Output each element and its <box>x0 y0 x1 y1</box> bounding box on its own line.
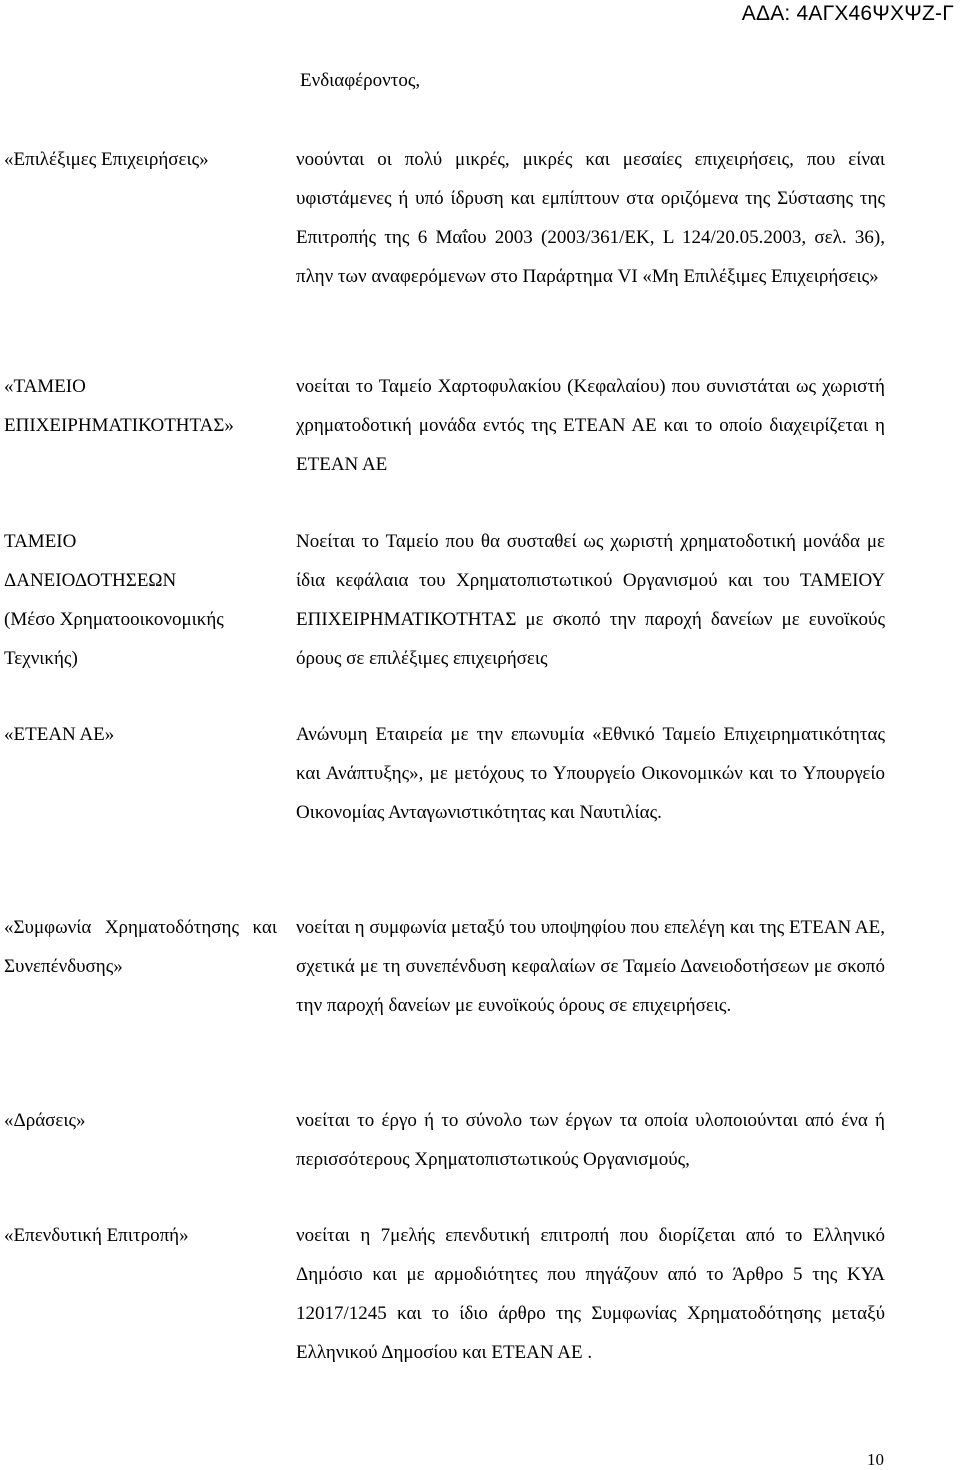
page-number: 10 <box>867 1450 884 1469</box>
definition-term: «ΕΤΕΑΝ ΑΕ» <box>4 724 115 745</box>
definition-text: νοείται το Ταμείο Χαρτοφυλακίου (Κεφαλαίου) που συνιστάται ως χωριστή χρηματοδοτική μονάδα εντός της ΕΤΕΑΝ ΑΕ και το οποίο διαχειρίζεται η ΕΤΕΑΝ ΑΕ <box>296 376 885 475</box>
definition-text: Νοείται το Ταμείο που θα συσταθεί ως χωριστή χρηματοδοτική μονάδα με ίδια κεφάλαια του Χρηματοπιστωτικού Οργανισμού και του ΤΑΜΕΙΟΥ ΕΠΙΧΕΙΡΗΜΑΤΙΚΟΤΗΤΑΣ με σκοπό την παροχή δανείων με ευνοϊκούς όρους σε επιλέξιμες επιχειρήσεις <box>296 531 885 669</box>
definition-term: «Δράσεις» <box>4 1110 86 1131</box>
definition-term: «Συμφωνία Χρηματοδότησης και Συνεπένδυσης» <box>4 917 277 977</box>
definition-term: «Επενδυτική Επιτροπή» <box>4 1225 189 1246</box>
definition-text: νοούνται οι πολύ μικρές, μικρές και μεσαίες επιχειρήσεις, που είναι υφιστάμενες ή υπό ίδρυση και εμπίπτουν στα οριζόμενα της Σύστασης της Επιτροπής της 6 Μαΐου 2003 (2003/361/ΕΚ, L 124/20.05.2003, σελ. 36), πλην των αναφερόμενων στο Παράρτημα VI «Μη Επιλέξιμες Επιχειρήσεις» <box>296 149 885 287</box>
definition-term: «ΤΑΜΕΙΟ ΕΠΙΧΕΙΡΗΜΑΤΙΚΟΤΗΤΑΣ» <box>4 376 234 436</box>
definition-term: ΤΑΜΕΙΟ ΔΑΝΕΙΟΔΟΤΗΣΕΩΝ (Μέσο Χρηματοοικονομικής Τεχνικής) <box>4 531 224 669</box>
intro-text: Ενδιαφέροντος, <box>300 70 421 91</box>
definition-text: νοείται η συμφωνία μεταξύ του υποψηφίου που επελέγη και της ΕΤΕΑΝ ΑΕ, σχετικά με τη συνεπένδυση κεφαλαίων σε Ταμείο Δανειοδοτήσεων με σκοπό την παροχή δανείων με ευνοϊκούς όρους σε επιχειρήσεις. <box>296 917 885 1016</box>
definition-text: Ανώνυμη Εταιρεία με την επωνυμία «Εθνικό Ταμείο Επιχειρηματικότητας και Ανάπτυξης», με μετόχους το Υπουργείο Οικονομικών και το Υπουργείο Οικονομίας Ανταγωνιστικότητας και Ναυτιλίας. <box>296 724 885 823</box>
definition-text: νοείται η 7μελής επενδυτική επιτροπή που διορίζεται από το Ελληνικό Δημόσιο και με αρμοδιότητες που πηγάζουν από το Άρθρο 5 της ΚΥΑ 12017/1245 και το ίδιο άρθρο της Συμφωνίας Χρηματοδότησης μεταξύ Ελληνικού Δημοσίου και ΕΤΕΑΝ ΑΕ . <box>296 1225 885 1363</box>
definition-term: «Επιλέξιμες Επιχειρήσεις» <box>4 149 209 170</box>
definition-text: νοείται το έργο ή το σύνολο των έργων τα οποία υλοποιούνται από ένα ή περισσότερους Χρηματοπιστωτικούς Οργανισμούς, <box>296 1110 885 1170</box>
ada-code: ΑΔΑ: 4ΑΓΧ46ΨΧΨΖ-Γ <box>741 2 954 25</box>
